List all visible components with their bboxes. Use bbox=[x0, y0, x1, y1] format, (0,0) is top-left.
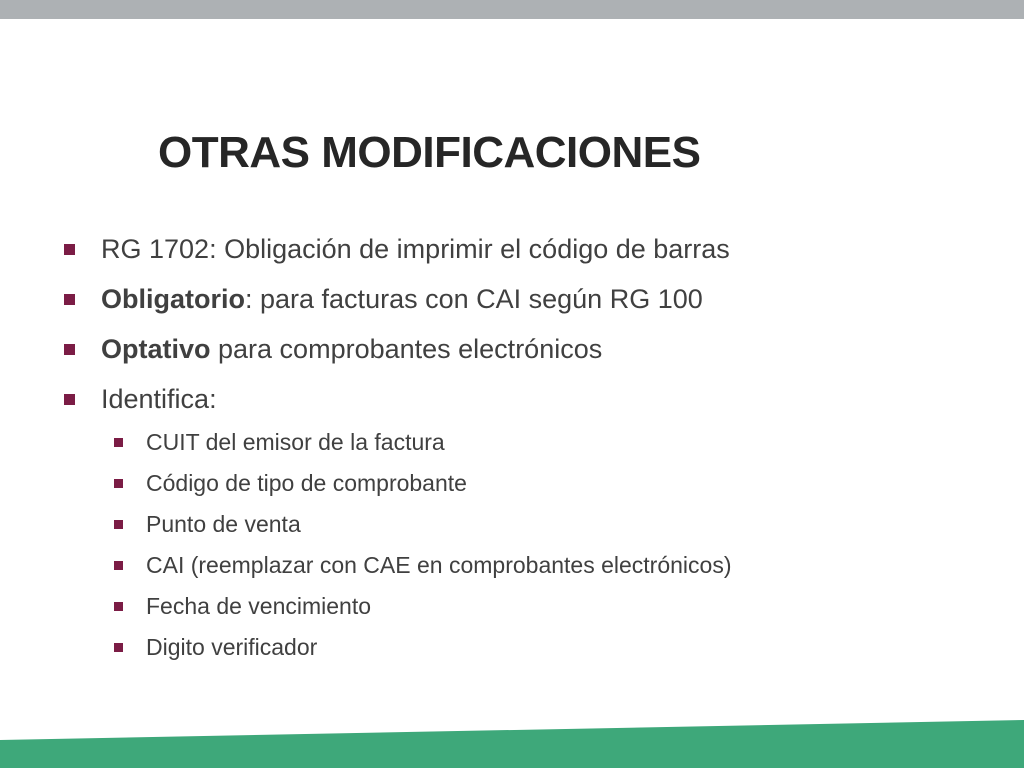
square-bullet-icon bbox=[64, 244, 75, 255]
sub-bullet-text: Punto de venta bbox=[146, 510, 301, 537]
square-bullet-icon bbox=[114, 602, 123, 611]
bullet-text bbox=[101, 333, 603, 364]
bullet-text bbox=[101, 233, 730, 264]
bullet-body-text: para comprobantes electrónicos bbox=[210, 333, 603, 364]
bullet-text bbox=[101, 383, 217, 414]
top-decorative-bar bbox=[0, 0, 1024, 19]
bullet-text bbox=[101, 283, 703, 314]
bullet-body-text: RG 1702: Obligación de imprimir el código de barras bbox=[101, 233, 730, 264]
bullet-body-text: Identifica: bbox=[101, 383, 217, 414]
square-bullet-icon bbox=[64, 294, 75, 305]
bullet-body-text: : para facturas con CAI según RG 100 bbox=[245, 283, 703, 314]
square-bullet-icon bbox=[114, 561, 123, 570]
square-bullet-icon bbox=[64, 344, 75, 355]
sub-bullet-text: Código de tipo de comprobante bbox=[146, 469, 467, 496]
bullet-bold-text: Optativo bbox=[101, 333, 211, 364]
bullet-bold-text: Obligatorio bbox=[101, 283, 245, 314]
sub-bullet-text: Fecha de vencimiento bbox=[146, 592, 372, 619]
square-bullet-icon bbox=[114, 438, 123, 447]
sub-bullet-text: CUIT del emisor de la factura bbox=[146, 428, 445, 455]
square-bullet-icon bbox=[64, 394, 75, 405]
sub-bullet-text: CAI (reemplazar con CAE en comprobantes electrónicos) bbox=[146, 551, 732, 578]
square-bullet-icon bbox=[114, 520, 123, 529]
slide-title: OTRAS MODIFICACIONES bbox=[158, 128, 701, 177]
square-bullet-icon bbox=[114, 479, 123, 488]
square-bullet-icon bbox=[114, 643, 123, 652]
sub-bullet-text: Digito verificador bbox=[146, 633, 318, 660]
green-wave-band bbox=[0, 718, 1024, 768]
bottom-decorative-band bbox=[0, 718, 1024, 768]
